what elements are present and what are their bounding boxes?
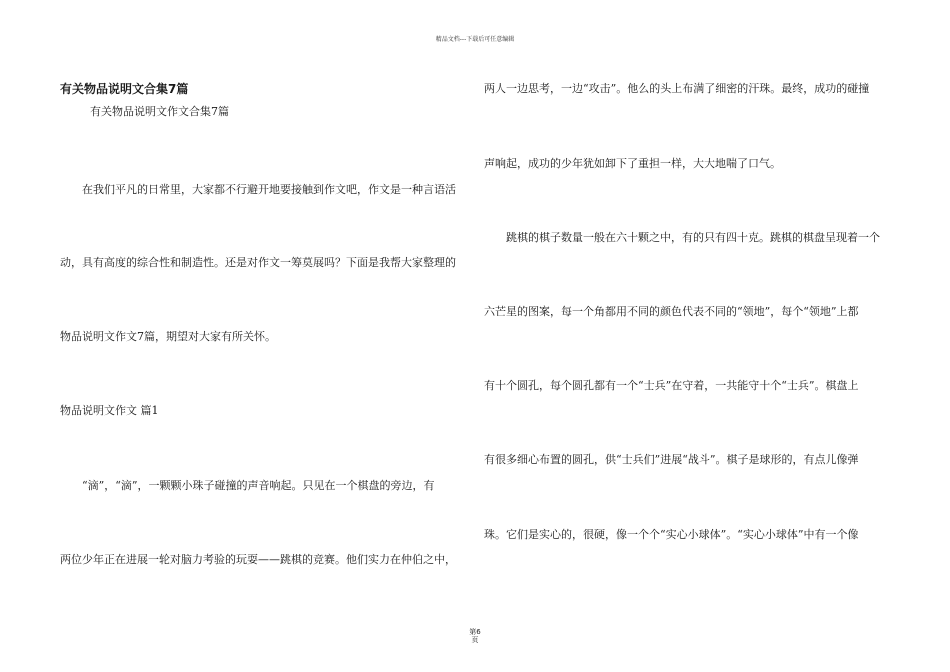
section-heading: 物品说明文作文 篇1 xyxy=(60,404,159,417)
page-number-line1: 第6 xyxy=(469,628,481,636)
document-title: 有关物品说明文合集7篇 xyxy=(60,82,189,96)
page-header: 精品文档---下载后可任意编辑 xyxy=(435,36,515,43)
paragraph-line: 声响起，成功的少年犹如卸下了重担一样，大大地喘了口气。 xyxy=(484,157,781,170)
paragraph-line: 两人一边思考，一边“攻击”。他么的头上布满了细密的汗珠。最终，成功的碰撞 xyxy=(484,82,870,95)
document-subtitle: 有关物品说明文作文合集7篇 xyxy=(90,105,229,118)
paragraph-line: 有很多细心布置的圆孔，供“士兵们”进展“战斗”。棋子是球形的，有点儿像弹 xyxy=(484,453,859,466)
paragraph-line: 跳棋的棋子数量一般在六十颗之中，有的只有四十克。跳棋的棋盘呈现着一个 xyxy=(506,231,880,244)
paragraph-line: 物品说明文作文7篇，期望对大家有所关怀。 xyxy=(60,330,276,343)
page-number-line2: 页 xyxy=(471,636,479,644)
paragraph-line: 六芒星的图案，每一个角都用不同的颜色代表不同的“领地”，每个“领地”上都 xyxy=(484,305,859,318)
paragraph-line: “滴”，“滴”，一颗颗小珠子碰撞的声音响起。只见在一个棋盘的旁边，有 xyxy=(82,479,435,492)
paragraph-line: 在我们平凡的日常里，大家都不行避开地要接触到作文吧，作文是一种言语活 xyxy=(82,183,456,196)
paragraph-line: 有十个圆孔，每个圆孔都有一个“士兵”在守着，一共能守十个“士兵”。棋盘上 xyxy=(484,379,859,392)
page-number xyxy=(0,628,950,644)
paragraph-line: 两位少年正在进展一轮对脑力考验的玩耍——跳棋的竞赛。他们实力在仲伯之中， xyxy=(60,553,456,566)
paragraph-line: 珠。它们是实心的，很硬，像一个个“实心小球体”。“实心小球体”中有一个像 xyxy=(484,528,859,541)
paragraph-line: 动，具有高度的综合性和制造性。还是对作文一筹莫展吗？下面是我帮大家整理的 xyxy=(60,256,456,269)
